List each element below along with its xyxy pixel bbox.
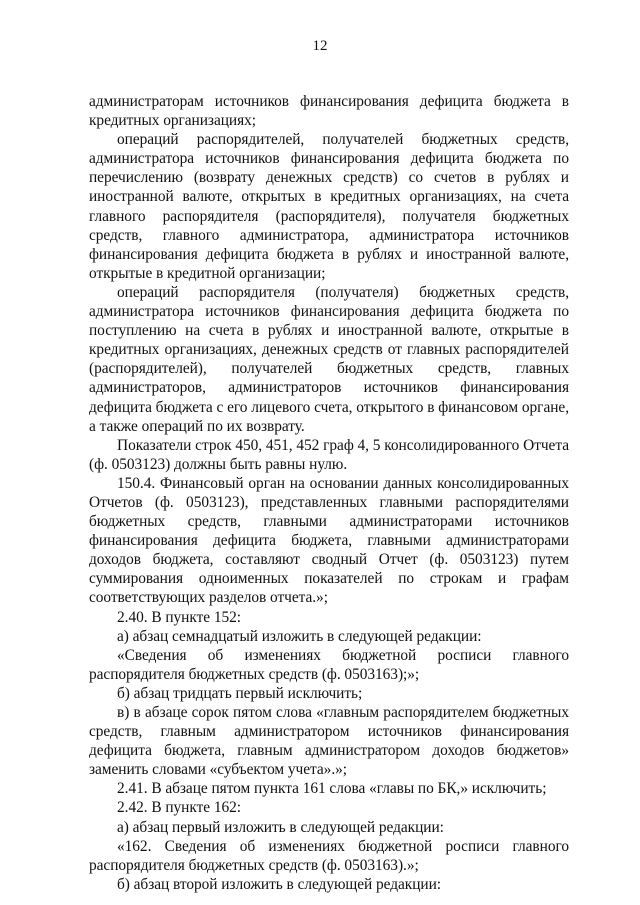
page-number: 12 (312, 38, 328, 54)
paragraph-150-4: 150.4. Финансовый орган на основании данных консолидированных Отчетов (ф. 0503123), представленных главными распорядителями бюджетных средств, главными администраторами источников финансирования дефицита бюджета, главными администраторами доходов бюджета, составляют сводный Отчет (ф. 0503123) путем суммирования одноименных показателей по строкам и графам соответствующих разделов отчета.»; (89, 474, 569, 607)
paragraph-2-41: 2.41. В абзаце пятом пункта 161 слова «главы по БК,» исключить; (117, 780, 547, 798)
paragraph-continuation: администраторам источников финансирования дефицита бюджета в кредитных организациях; (89, 93, 569, 130)
paragraph-2-42-b: б) абзац второй изложить в следующей редакции: (117, 875, 441, 893)
paragraph-2-42: 2.42. В пункте 162: (117, 799, 242, 817)
paragraph-2-40-v: в) в абзаце сорок пятом слова «главным распорядителем бюджетных средств, главным администратором источников финансирования дефицита бюджета, главным администратором доходов бюджетов» заменить словами «субъектом учета».»; (89, 704, 569, 779)
paragraph-2-40: 2.40. В пункте 152: (117, 608, 242, 626)
paragraph-operations-receipt: операций распорядителя (получателя) бюджетных средств, администратора источников финансирования дефицита бюджета по поступлению на счета в рублях и иностранной валюте, открытые в кредитных организациях, денежных средств от главных распорядителей (распорядителей), получателей бюджетных средств, главных администраторов, администраторов источников финансирования дефицита бюджета с его лицевого счета, открытого в финансовом органе, а также операций по их возврату. (89, 283, 569, 435)
paragraph-2-42-a: а) абзац первый изложить в следующей редакции: (117, 818, 444, 836)
paragraph-operations-transfer: операций распорядителей, получателей бюджетных средств, администратора источников финансирования дефицита бюджета по перечислению (возврату денежных средств) со счетов в рублях и иностранной валюте, открытых в кредитных организациях, на счета главного распорядителя (распорядителя), получателя бюджетных средств, главного администратора, администратора источников финансирования дефицита бюджета в рублях и иностранной валюте, открытые в кредитной организации; (89, 131, 569, 282)
paragraph-2-40-b: б) абзац тридцать первый исключить; (117, 684, 363, 702)
paragraph-indicators-zero: Показатели строк 450, 451, 452 граф 4, 5 консолидированного Отчета (ф. 0503123) должны быть равны нулю. (89, 436, 569, 473)
paragraph-2-40-a: а) абзац семнадцатый изложить в следующей редакции: (117, 627, 482, 645)
document-body (89, 92, 569, 894)
paragraph-2-40-a-text: «Сведения об изменениях бюджетной росписи главного распорядителя бюджетных средств (ф. 0503163);»; (89, 646, 569, 683)
paragraph-2-42-a-text: «162. Сведения об изменениях бюджетной росписи главного распорядителя бюджетных средств (ф. 0503163).»; (89, 837, 569, 874)
